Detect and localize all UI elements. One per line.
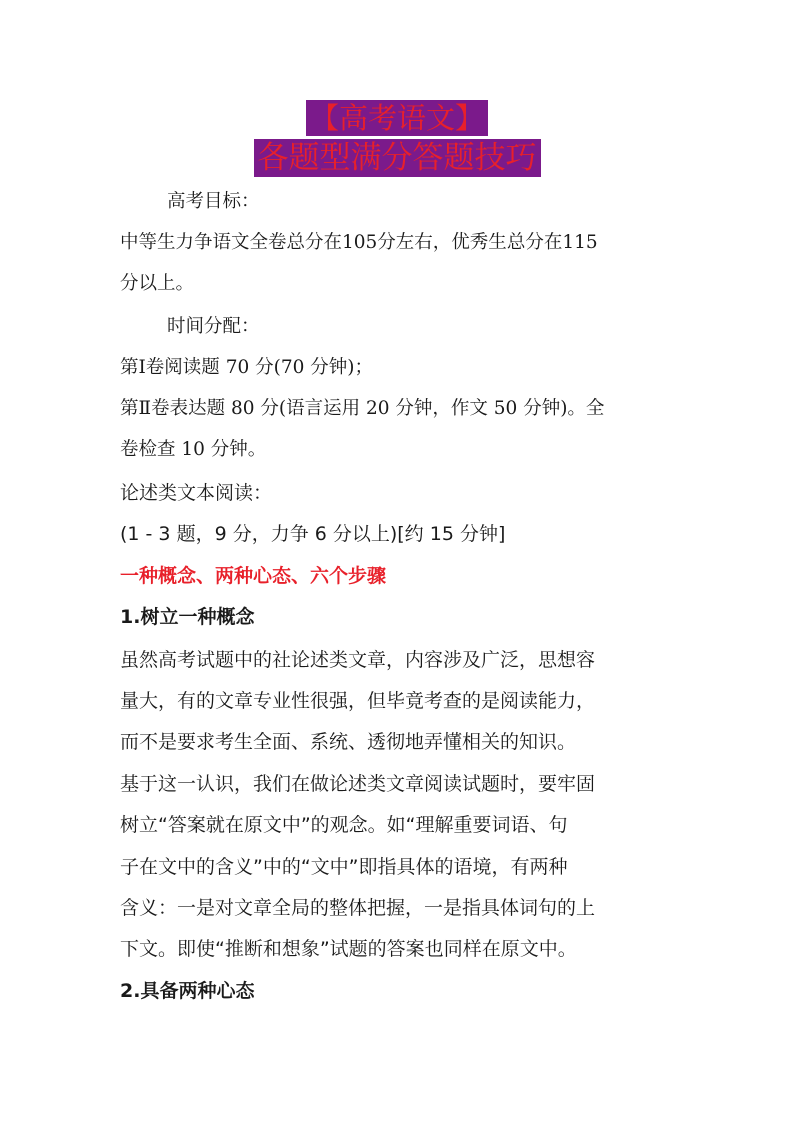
paragraph-2-line-2: 树立“答案就在原文中”的观念。如“理解重要词语、句 [120,814,568,836]
paragraph-2-line-1: 基于这一认识，我们在做论述类文章阅读试题时，要牢固 [120,773,596,795]
document-title-line-2: 各题型满分答题技巧 [254,139,541,177]
paragraph-2-line-5: 下文。即使“推断和想象”试题的答案也同样在原文中。 [120,938,577,960]
goal-text-line-2: 分以上。 [120,273,195,294]
paragraph-1-line-2: 量大，有的文章专业性很强，但毕竟考查的是阅读能力， [120,690,596,712]
heading-2: 2.具备两种心态 [120,980,255,1002]
title-line-1-wrap [0,100,794,136]
goal-label: 高考目标： [167,191,260,212]
time-text-line-3: 卷检查 10 分钟。 [120,439,267,460]
document-title-line-1: 【高考语文】 [306,100,488,136]
title-line-2-wrap [0,139,794,177]
red-subheading: 一种概念、两种心态、六个步骤 [120,565,387,587]
paragraph-1-line-1: 虽然高考试题中的社论述类文章，内容涉及广泛，思想容 [120,649,596,671]
heading-1: 1.树立一种概念 [120,606,255,628]
paragraph-2-line-3: 子在文中的含义”中的“文中”即指具体的语境，有两种 [120,856,568,878]
time-label: 时间分配： [167,316,260,337]
paragraph-2-line-4: 含义：一是对文章全局的整体把握，一是指具体词句的上 [120,897,596,919]
time-text-line-2: 第Ⅱ卷表达题 80 分(语言运用 20 分钟，作文 50 分钟)。全 [120,398,605,419]
paragraph-1-line-3: 而不是要求考生全面、系统、透彻地弄懂相关的知识。 [120,731,577,753]
section-note: (1 - 3 题，9 分，力争 6 分以上)[约 15 分钟] [120,523,506,545]
goal-text-line-1: 中等生力争语文全卷总分在105分左右，优秀生总分在115 [120,232,598,253]
section-title: 论述类文本阅读： [120,482,273,504]
time-text-line-1: 第Ⅰ卷阅读题 70 分(70 分钟)； [120,357,373,378]
